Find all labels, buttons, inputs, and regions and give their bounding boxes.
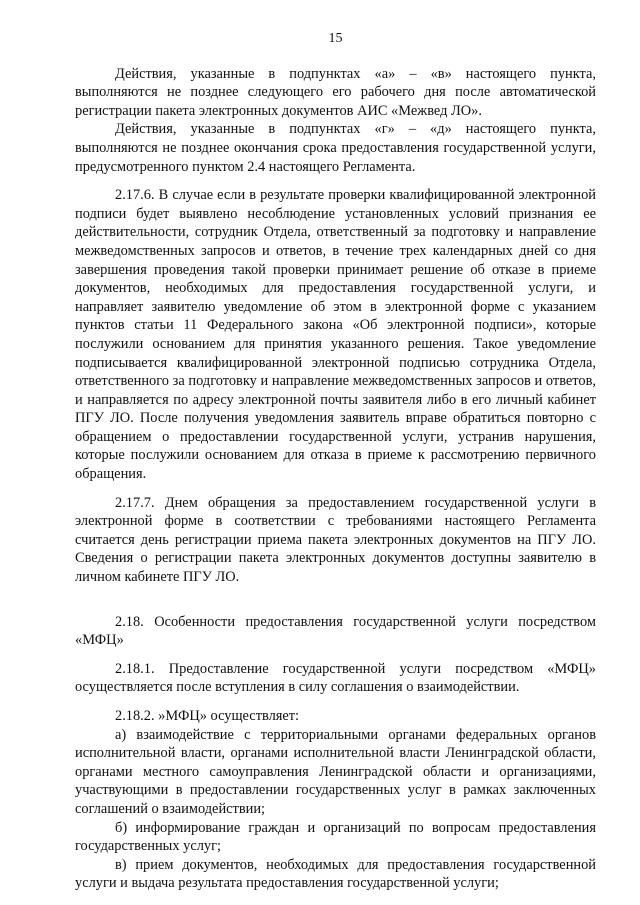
list-item-b: б) информирование граждан и организаций по вопросам предоставления государственных услуг;: [75, 819, 596, 855]
page-number: 15: [328, 31, 343, 46]
section-heading-2-18: 2.18. Особенности предоставления государственной услуги посредством «МФЦ»: [75, 613, 596, 649]
paragraph-actions-g-d: Действия, указанные в подпунктах «г» – «д» настоящего пункта, выполняются не позднее окончания срока предоставления государственной услуги, предусмотренного пунктом 2.4 настоящего Регламента.: [75, 121, 596, 175]
paragraph-2-18-2: 2.18.2. »МФЦ» осуществляет:: [115, 708, 300, 724]
paragraph-2-17-7: 2.17.7. Днем обращения за предоставлением государственной услуги в электронной форме в соответствии с требованиями настоящего Регламента считается день регистрации приема пакета электронных документов на ПГУ ЛО. Сведения о регистрации пакета электронных документов доступны заявителю в личном кабинете ПГУ ЛО.: [75, 494, 596, 586]
paragraph-2-17-6: 2.17.6. В случае если в результате проверки квалифицированной электронной подписи будет выявлено несоблюдение установленных условий признания ее действительности, сотрудник Отдела, ответственный за подготовку и направление межведомственных запросов и ответов, в течение трех календарных дней со дня завершения проведения такой проверки принимает решение об отказе в приеме документов, необходимых для предоставления государственной услуги, и направляет заявителю уведомление об этом в электронной форме с указанием пунктов статьи 11 Федерального закона «Об электронной подписи», которые послужили основанием для принятия указанного решения. Такое уведомление подписывается квалифицированной электронной подписью сотрудника Отдела, ответственного за подготовку и направление межведомственных запросов и ответов, и направляется по адресу электронной почты заявителя либо в его личный кабинет ПГУ ЛО. После получения уведомления заявитель вправе обратиться повторно с обращением о предоставлении государственной услуги, устранив нарушения, которые послужили основанием для отказа в приеме к рассмотрению первичного обращения.: [75, 187, 596, 483]
list-item-a: а) взаимодействие с территориальными органами федеральных органов исполнительной власти, органами исполнительной власти Ленинградской области, органами местного самоуправления Ленинградской области и организациями, участвующими в предоставлении государственных услуг в рамках заключенных соглашений о взаимодействии;: [75, 726, 596, 817]
paragraph-actions-a-v: Действия, указанные в подпунктах «а» – «в» настоящего пункта, выполняются не позднее следующего его рабочего дня после автоматической регистрации пакета электронных документов АИС «Межвед ЛО».: [75, 65, 596, 119]
list-item-v: в) прием документов, необходимых для предоставления государственной услуги и выдача результата предоставления государственной услуги;: [75, 856, 596, 892]
paragraph-2-18-1: 2.18.1. Предоставление государственной услуги посредством «МФЦ» осуществляется после вступления в силу соглашения о взаимодействии.: [75, 660, 596, 696]
